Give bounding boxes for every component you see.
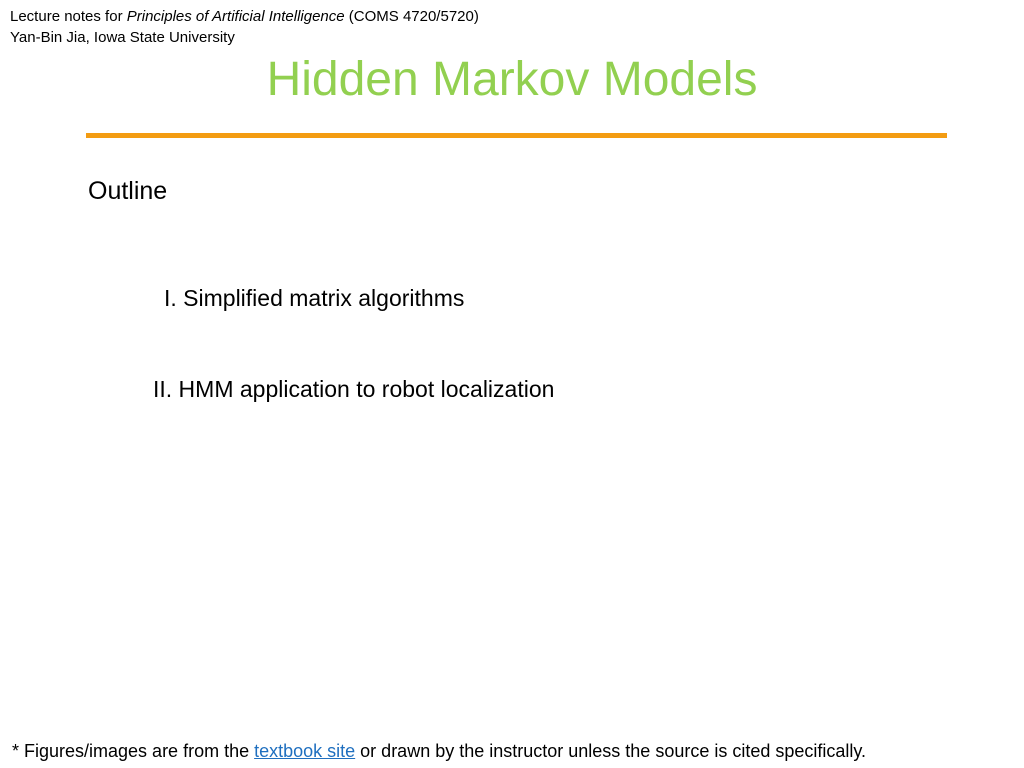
lecture-notes-prefix: Lecture notes for	[10, 8, 127, 25]
course-code: (COMS 4720/5720)	[344, 8, 479, 25]
title-divider	[86, 133, 947, 138]
course-title: Principles of Artificial Intelligence	[126, 8, 345, 25]
outline-item-1: I. Simplified matrix algorithms	[164, 285, 465, 311]
author-affiliation: Yan-Bin Jia, Iowa State University	[10, 29, 235, 46]
slide-title: Hidden Markov Models	[266, 53, 758, 106]
textbook-site-link[interactable]: textbook site	[254, 741, 356, 761]
lecture-notes-line	[10, 8, 479, 26]
outline-item-2: II. HMM application to robot localization	[153, 376, 555, 402]
footer-note	[12, 740, 866, 762]
footer-suffix: or drawn by the instructor unless the source is cited specifically.	[355, 741, 867, 761]
footer-prefix: * Figures/images are from the	[12, 741, 255, 761]
outline-heading: Outline	[88, 177, 168, 205]
